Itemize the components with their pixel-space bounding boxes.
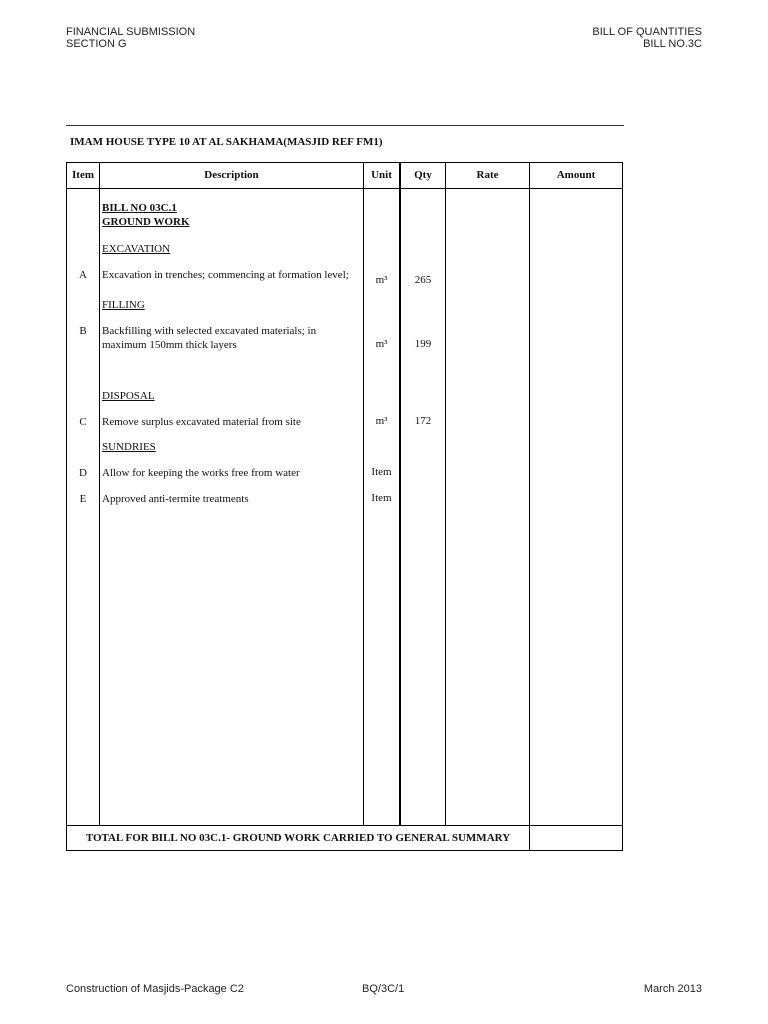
total-label: TOTAL FOR BILL NO 03C.1- GROUND WORK CARRIED TO GENERAL SUMMARY <box>85 832 511 844</box>
col-divider-item <box>99 163 100 825</box>
row-a-description: Excavation in trenches; commencing at formation level; <box>102 269 349 281</box>
section-disposal: DISPOSAL <box>102 390 155 402</box>
col-header-description: Description <box>204 169 259 181</box>
row-e-unit: Item <box>371 492 392 504</box>
row-b-item: B <box>79 325 87 337</box>
row-c-description: Remove surplus excavated material from site <box>102 416 301 428</box>
col-header-item: Item <box>72 169 94 181</box>
row-d-item: D <box>79 467 87 479</box>
bill-number: BILL NO 03C.1 <box>102 202 177 214</box>
row-b-description-line1: Backfilling with selected excavated materials; in <box>102 325 317 337</box>
header-financial-submission: FINANCIAL SUBMISSION <box>66 26 196 38</box>
col-header-unit: Unit <box>371 169 392 181</box>
row-a-qty: 265 <box>414 274 432 286</box>
row-a-item: A <box>79 269 87 281</box>
row-e-description: Approved anti-termite treatments <box>102 493 249 505</box>
row-c-item: C <box>79 416 87 428</box>
col-divider-rate <box>529 163 530 850</box>
col-header-rate: Rate <box>476 169 499 181</box>
col-divider-qty <box>445 163 446 825</box>
header-row-divider <box>67 188 622 189</box>
section-sundries: SUNDRIES <box>102 441 156 453</box>
row-c-qty: 172 <box>414 415 432 427</box>
header-bill-of-quantities: BILL OF QUANTITIES <box>592 26 702 38</box>
section-excavation: EXCAVATION <box>102 243 171 255</box>
col-divider-unit <box>399 163 401 825</box>
bill-table <box>66 162 623 851</box>
document-title: IMAM HOUSE TYPE 10 AT AL SAKHAMA(MASJID REF FM1) <box>70 136 383 148</box>
row-b-unit: m³ <box>375 338 388 350</box>
row-b-qty: 199 <box>414 338 432 350</box>
col-header-amount: Amount <box>556 169 596 181</box>
header-bill-no: BILL NO.3C <box>643 38 702 50</box>
header-section: SECTION G <box>66 38 127 50</box>
row-e-item: E <box>79 493 87 505</box>
footer-page-ref: BQ/3C/1 <box>362 983 405 995</box>
col-header-qty: Qty <box>414 169 432 181</box>
top-divider <box>66 125 624 126</box>
row-d-description: Allow for keeping the works free from water <box>102 467 300 479</box>
row-a-unit: m³ <box>375 274 388 286</box>
footer-date: March 2013 <box>643 983 702 995</box>
footer-project: Construction of Masjids-Package C2 <box>66 983 244 995</box>
row-b-description-line2: maximum 150mm thick layers <box>102 339 237 351</box>
bill-name: GROUND WORK <box>102 216 190 228</box>
row-c-unit: m³ <box>375 415 388 427</box>
header-left <box>66 26 195 50</box>
section-filling: FILLING <box>102 299 145 311</box>
row-d-unit: Item <box>371 466 392 478</box>
header-right <box>592 26 702 50</box>
